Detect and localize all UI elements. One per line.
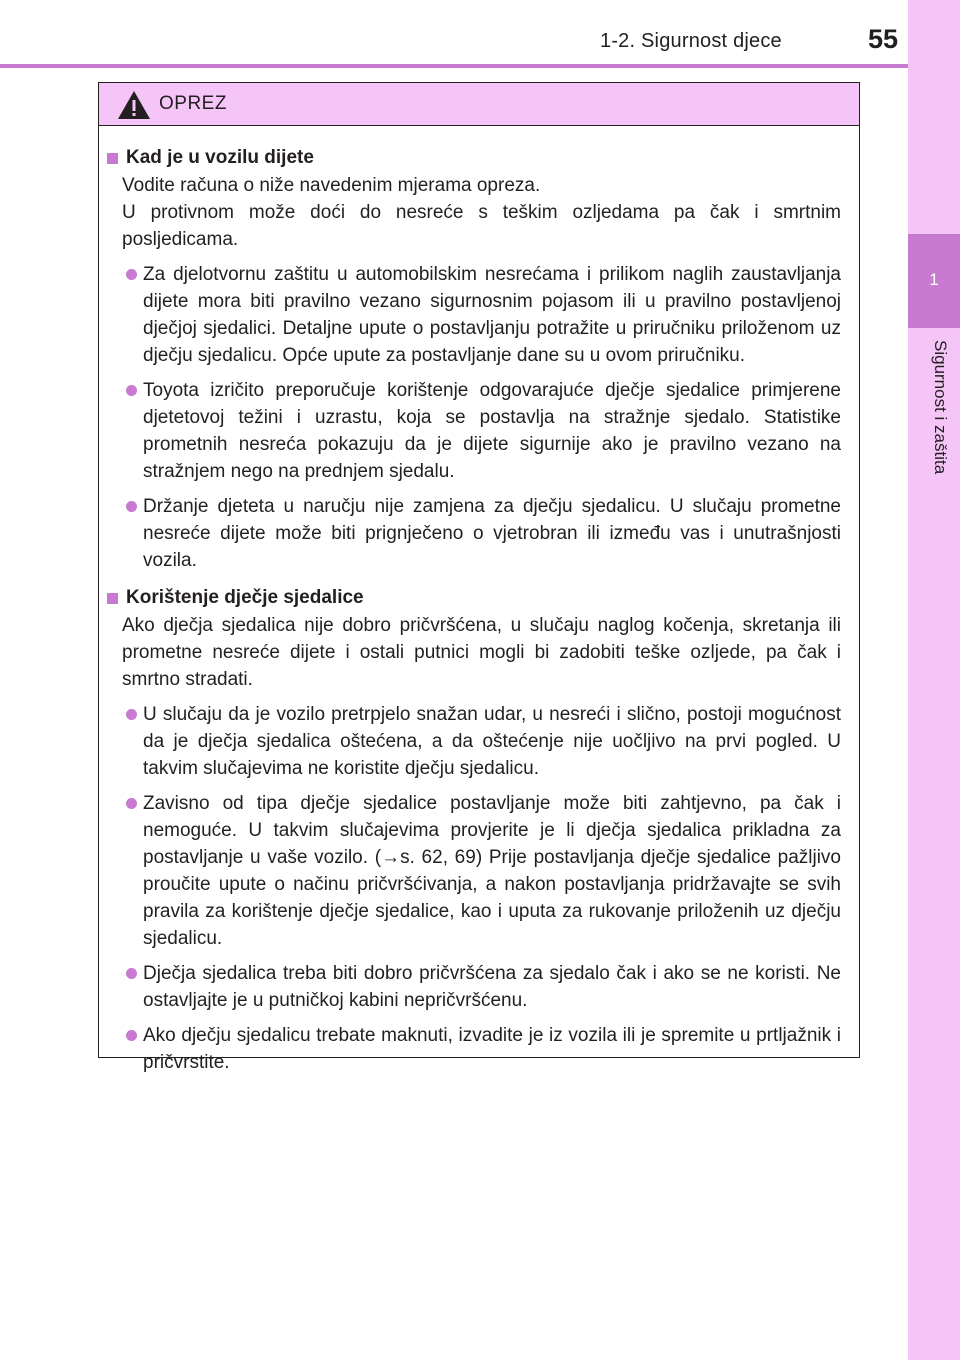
bullet-item [107, 701, 851, 782]
bullet-text: U slučaju da je vozilo pretrpjelo snažan udar, u nesreći i slično, postoji mogućnost da je dječja sjedalica oštećena, a da oštećenje nije uočljivo na prvi pogled. U takvim slučajevima ne koristite dječju sjedalicu. [143, 704, 841, 779]
side-tab [908, 0, 960, 1360]
bullet-text: Za djelotvornu zaštitu u automobilskim nesrećama i prilikom naglih zaustavljanja dijete mora biti pravilno vezano sigurnosnim pojasom ili u pravilno postavljenoj dječjoj sjedalici. Detaljne upute o postavljanju potražite u priručniku priloženom uz dječju sjedalicu. Opće upute za postavljanje dane su u ovom priručniku. [143, 264, 841, 366]
warning-triangle-icon [117, 90, 151, 120]
square-bullet-icon [107, 593, 118, 604]
bullet-text: Toyota izričito preporučuje korištenje odgovarajuće dječje sjedalice primjerene djetetovoj težini i uzrastu, koja se postavlja na stražnje sjedalo. Statistike prometnih nesreća pokazuju da je dijete sigurnije ako je pravilno vezano na stražnjem nego na prednjem sjedalu. [143, 380, 841, 482]
bullet-text: Dječja sjedalica treba biti dobro pričvršćena za sjedalo čak i ako se ne koristi. Ne ostavljajte je u putničkoj kabini nepričvršćenu. [143, 963, 841, 1011]
caution-body [99, 126, 859, 1076]
chapter-number: 1 [929, 270, 939, 289]
block-heading-text: Korištenje dječje sjedalice [126, 587, 364, 608]
caution-title: OPREZ [159, 93, 227, 114]
bullet-item [107, 377, 851, 485]
bullet-text: Zavisno od tipa dječje sjedalice postavljanje može biti zahtjevno, pa čak i nemoguće. U takvim slučajevima provjerite je li dječja sjedalica prikladna za postavljanje u vaše vozilo. (→s. 62, 69) Prije postavljanja dječje sjedalice pažljivo proučite upute o načinu pričvršćivanja, a nakon postavljanja pridržavajte se svih pravila za korištenje dječje sjedalice, kao i uputa za rukovanje priloženih uz dječju sjedalicu. [143, 793, 841, 949]
bullet-text: Ako dječju sjedalicu trebate maknuti, izvadite je iz vozila ili je spremite u prtljažnik i pričvrstite. [143, 1025, 841, 1073]
square-bullet-icon [107, 153, 118, 164]
bullet-item [107, 493, 851, 574]
round-bullet-icon [126, 385, 137, 396]
caution-box [98, 82, 860, 1073]
round-bullet-icon [126, 269, 137, 280]
round-bullet-icon [126, 709, 137, 720]
paragraph: Vodite računa o niže navedenim mjerama opreza. [122, 175, 541, 196]
bullet-item [107, 261, 851, 369]
block-heading-text: Kad je u vozilu dijete [126, 147, 314, 168]
round-bullet-icon [126, 798, 137, 809]
paragraph: U protivnom može doći do nesreće s teškim ozljedama pa čak i smrtnim posljedicama. [122, 202, 841, 250]
block-heading [107, 584, 851, 612]
round-bullet-icon [126, 501, 137, 512]
caution-block-child-in-vehicle [107, 144, 851, 574]
paragraph: Ako dječja sjedalica nije dobro pričvršćena, u slučaju naglog kočenja, skretanja ili prometne nesreće dijete i ostali putnici mogli bi zadobiti teške ozljede, pa čak i smrtno stradati. [122, 615, 841, 690]
header-rule [0, 64, 908, 68]
round-bullet-icon [126, 968, 137, 979]
chapter-title: Sigurnost i zaštita [931, 340, 950, 475]
bullet-item [107, 1022, 851, 1076]
caution-header [99, 83, 859, 126]
bullet-text: Držanje djeteta u naručju nije zamjena za dječju sjedalicu. U slučaju prometne nesreće dijete može biti prignječeno o vjetrobran ili između vas i unutrašnjosti vozila. [143, 496, 841, 571]
bullet-item [107, 790, 851, 952]
page-number: 55 [867, 24, 898, 54]
caution-block-child-seat-use [107, 584, 851, 1076]
section-title: 1-2. Sigurnost djece [600, 30, 782, 52]
bullet-item [107, 960, 851, 1014]
block-heading [107, 144, 851, 172]
round-bullet-icon [126, 1030, 137, 1041]
